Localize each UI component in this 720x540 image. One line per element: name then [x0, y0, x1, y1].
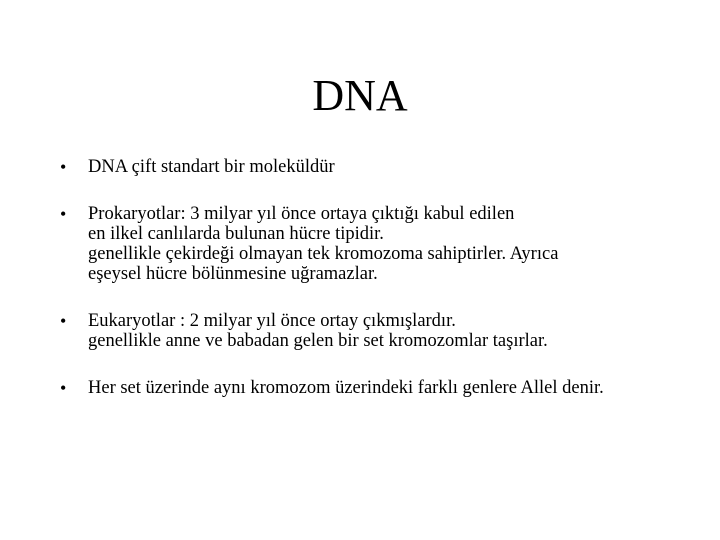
bullet-text: en ilkel canlılarda bulunan hücre tipidir.	[88, 224, 384, 244]
slide-title	[0, 70, 720, 122]
bullet-item-dna	[60, 157, 700, 177]
bullet-text: Prokaryotlar: 3 milyar yıl önce ortaya çıktığı kabul edilen	[88, 204, 515, 224]
bullet-text: Eukaryotlar : 2 milyar yıl önce ortay çıkmışlardır.	[88, 311, 456, 331]
bullet-list	[60, 157, 700, 398]
bullet-item-prokaryotlar	[60, 204, 700, 284]
bullet-dot-icon: •	[60, 157, 67, 177]
bullet-text: genellikle çekirdeği olmayan tek kromozoma sahiptirler. Ayrıca	[88, 244, 559, 264]
bullet-dot-icon: •	[60, 311, 67, 331]
bullet-item-eukaryotlar	[60, 311, 700, 351]
bullet-dot-icon: •	[60, 378, 67, 398]
bullet-text: DNA çift standart bir moleküldür	[88, 157, 335, 177]
bullet-text: Her set üzerinde aynı kromozom üzerindeki farklı genlere Allel denir.	[88, 378, 604, 398]
bullet-text: genellikle anne ve babadan gelen bir set kromozomlar taşırlar.	[88, 331, 548, 351]
bullet-dot-icon: •	[60, 204, 67, 224]
slide-title-text: DNA	[312, 71, 408, 120]
bullet-text: eşeysel hücre bölünmesine uğramazlar.	[88, 264, 378, 284]
bullet-item-allel	[60, 378, 700, 398]
